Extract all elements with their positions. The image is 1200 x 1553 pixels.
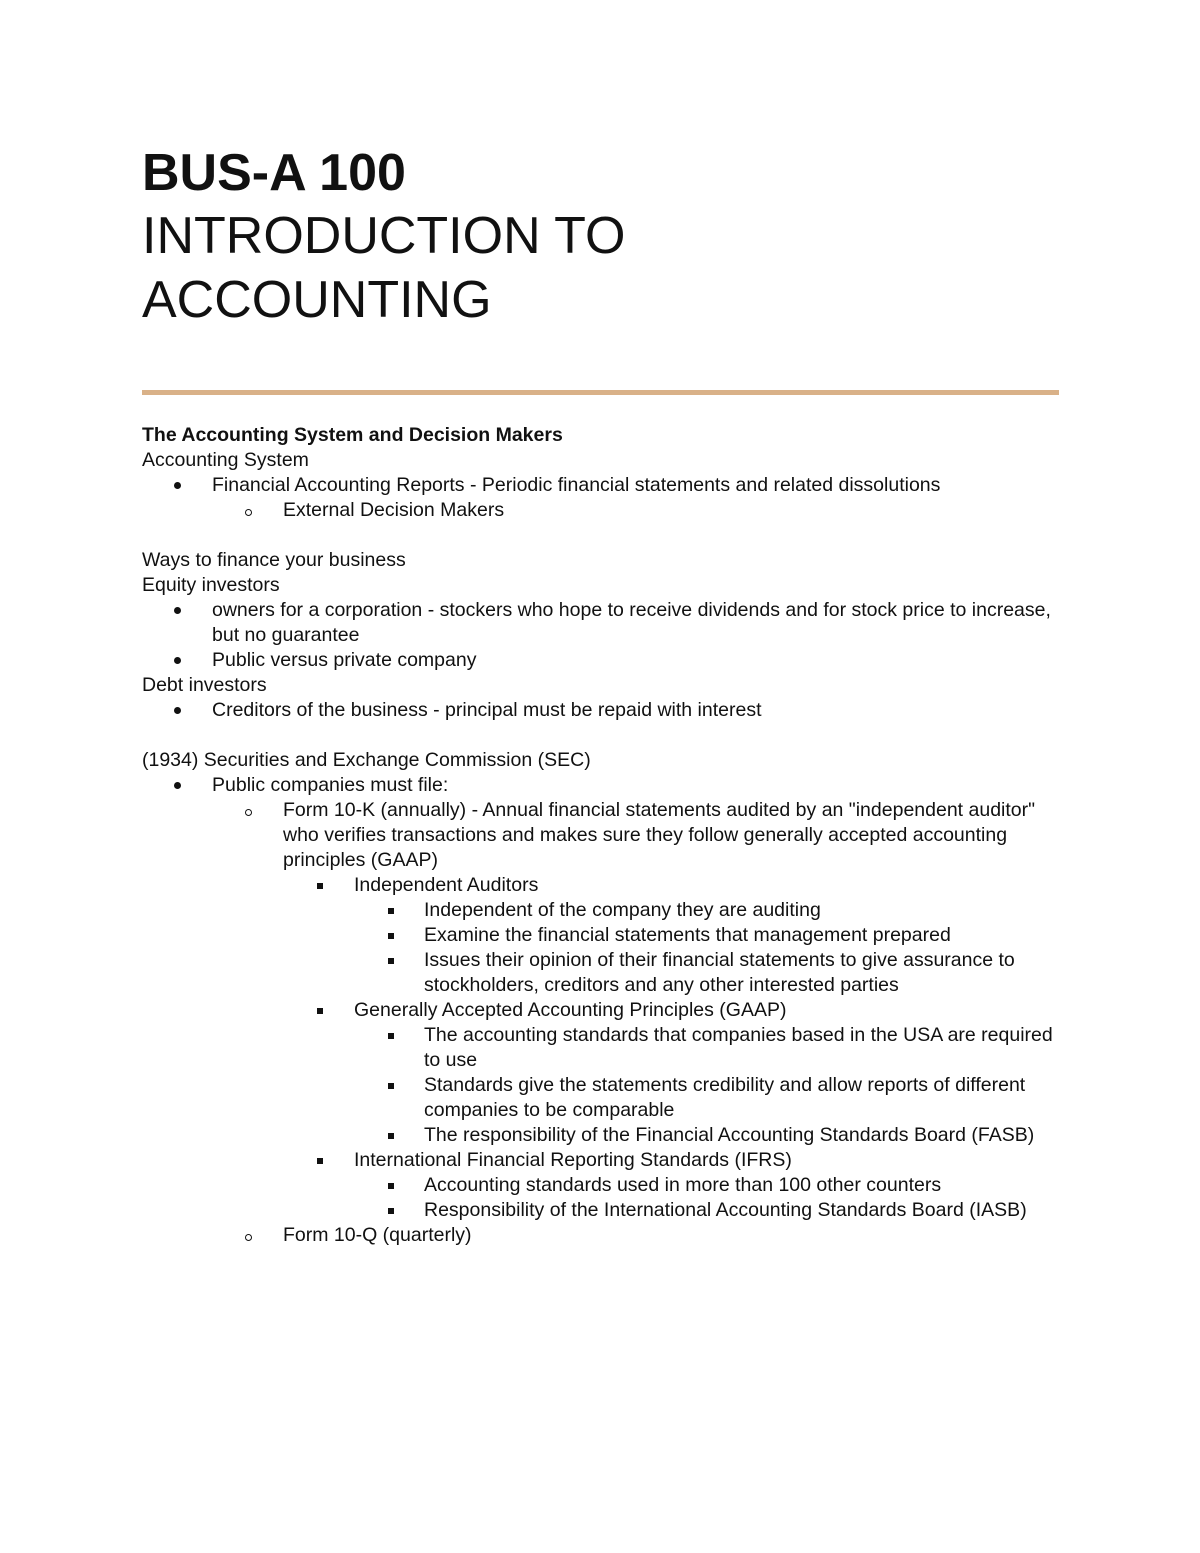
list-item-text: International Financial Reporting Standards (IFRS) xyxy=(354,1149,792,1171)
course-title-line-2: ACCOUNTING xyxy=(142,271,492,329)
document-title xyxy=(142,142,1062,332)
list-item-text: Form 10-Q (quarterly) xyxy=(283,1224,472,1246)
list-item-text: Independent Auditors xyxy=(354,874,539,896)
list-item xyxy=(142,648,1062,673)
list-item-text: Standards give the statements credibility and allow reports of different companies to be comparable xyxy=(424,1074,1026,1121)
subheading-accounting-system: Accounting System xyxy=(142,449,309,471)
list-item xyxy=(142,1198,1062,1223)
list-item-text: Public versus private company xyxy=(212,649,477,671)
list-item-text: External Decision Makers xyxy=(283,499,505,521)
list-item-text: Accounting standards used in more than 100 other counters xyxy=(424,1174,942,1196)
list-sec xyxy=(142,773,1062,1248)
list-item-text: Form 10-K (annually) - Annual financial statements audited by an "independent auditor" who verifies transactions and makes sure they follow generally accepted accounting principles (GAAP) xyxy=(283,799,1036,871)
list-item xyxy=(142,1223,1062,1248)
subheading-equity-investors: Equity investors xyxy=(142,574,280,596)
list-item-text: Financial Accounting Reports - Periodic financial statements and related dissolutions xyxy=(212,474,941,496)
course-title-line-1: INTRODUCTION TO xyxy=(142,207,626,265)
list-equity-investors xyxy=(142,598,1062,673)
list-item xyxy=(142,1173,1062,1198)
list-item-text: Independent of the company they are auditing xyxy=(424,899,821,921)
list-item xyxy=(142,1023,1062,1073)
list-item-text: Creditors of the business - principal must be repaid with interest xyxy=(212,699,762,721)
title-divider xyxy=(142,390,1059,395)
section-heading-sec: (1934) Securities and Exchange Commission (SEC) xyxy=(142,749,591,771)
list-item-text: Public companies must file: xyxy=(212,774,449,796)
list-item xyxy=(142,1073,1062,1123)
list-item xyxy=(142,773,1062,798)
list-accounting-system xyxy=(142,473,1062,523)
list-item xyxy=(142,998,1062,1023)
subheading-debt-investors: Debt investors xyxy=(142,674,267,696)
list-debt-investors xyxy=(142,698,1062,723)
list-item-text: Generally Accepted Accounting Principles (GAAP) xyxy=(354,999,787,1021)
list-item-text: Examine the financial statements that management prepared xyxy=(424,924,951,946)
list-item xyxy=(142,1148,1062,1173)
document-body xyxy=(142,423,1062,1248)
list-item xyxy=(142,498,1062,523)
list-item xyxy=(142,798,1062,873)
section-heading-accounting-system: The Accounting System and Decision Makers xyxy=(142,424,563,446)
list-item xyxy=(142,473,1062,498)
list-item-text: owners for a corporation - stockers who hope to receive dividends and for stock price to increase, but no guarantee xyxy=(212,599,1051,646)
list-item-text: Issues their opinion of their financial statements to give assurance to stockholders, creditors and any other interested parties xyxy=(424,949,1015,996)
spacer xyxy=(142,523,1062,548)
list-item xyxy=(142,898,1062,923)
list-item-text: The responsibility of the Financial Accounting Standards Board (FASB) xyxy=(424,1124,1035,1146)
list-item xyxy=(142,948,1062,998)
list-item xyxy=(142,923,1062,948)
section-heading-finance: Ways to finance your business xyxy=(142,549,406,571)
course-code: BUS-A 100 xyxy=(142,144,406,202)
list-item-text: Responsibility of the International Accounting Standards Board (IASB) xyxy=(424,1199,1027,1221)
list-item-text: The accounting standards that companies based in the USA are required to use xyxy=(424,1024,1053,1071)
spacer xyxy=(142,723,1062,748)
list-item xyxy=(142,1123,1062,1148)
list-item xyxy=(142,698,1062,723)
list-item xyxy=(142,873,1062,898)
list-item xyxy=(142,598,1062,648)
